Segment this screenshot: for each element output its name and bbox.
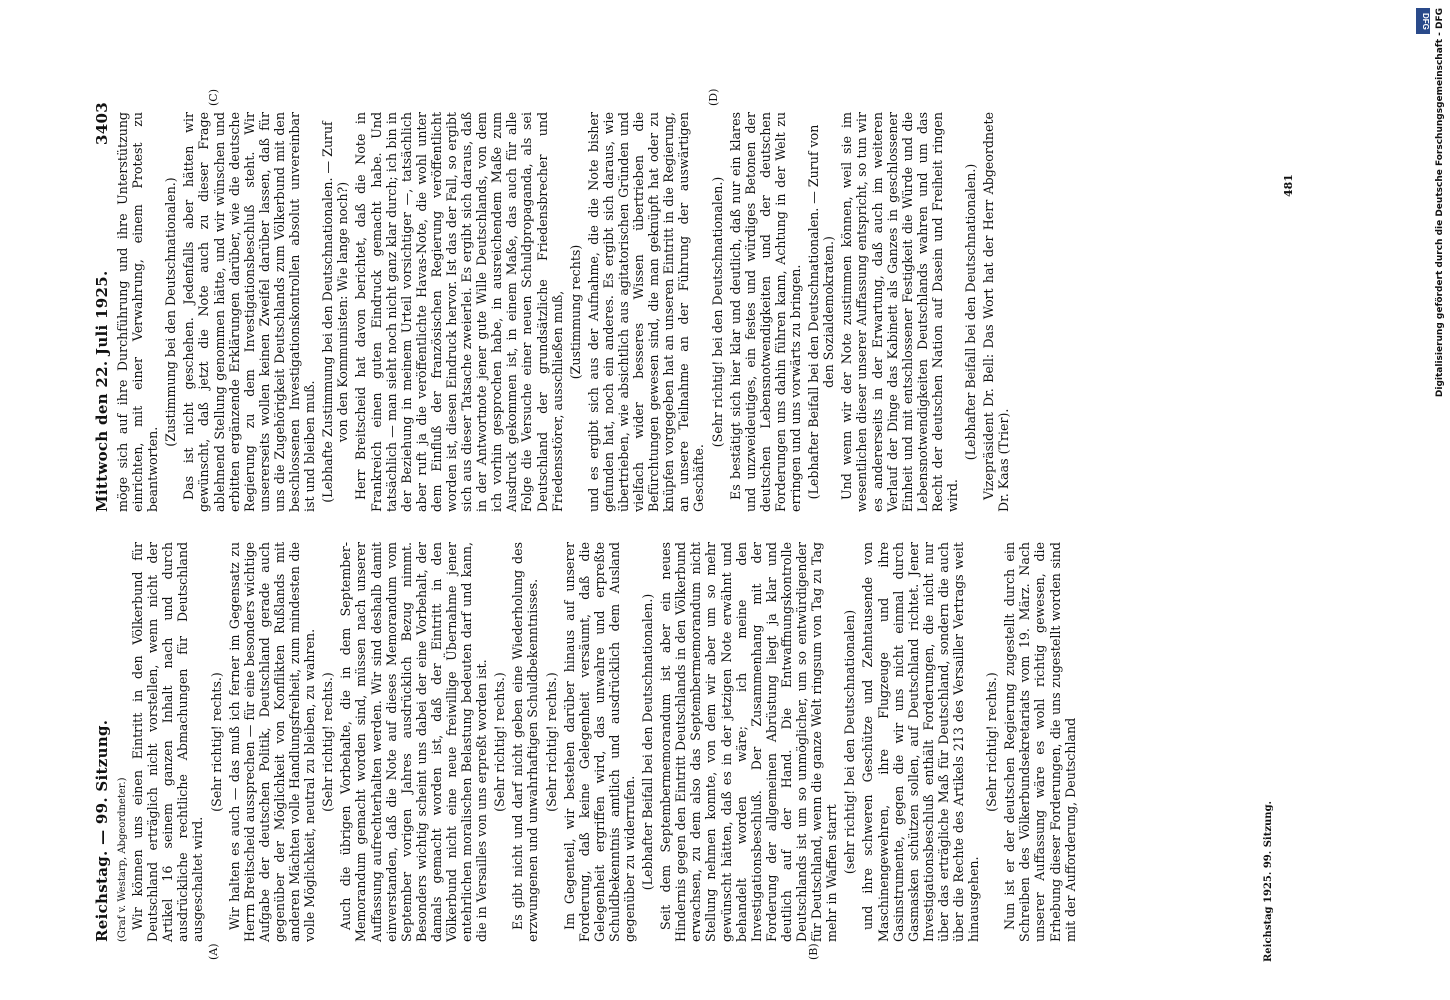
paragraph: Im Gegenteil, wir bestehen darüber hinaus auf unserer Forderung, daß keine Gelegenheit versäumt, daß die Gelegenheit ergriffen wird, das unwahre und erpreßte Schuldbekenntnis amtlich und ausdrücklich dem Ausland gegenüber zu widerrufen. (561, 542, 637, 942)
remark: (Lebhafter Beifall bei den Deutschnationalen. — Zuruf von den Sozialdemokraten.) (806, 124, 837, 500)
paragraph: Das ist nicht geschehen. Jedenfalls aber hätten wir gewünscht, daß jetzt die Note auch zu dieser Frage ablehnend Stellung genommen hätte, und wir wünschen und erbitten ergänzende Erklärungen darüber, wie die deutsche Regierung zu dem Investigationsbeschluß steht. Wir unsererseits wollen keinen Zweifel darüber lassen, daß für uns die Zugehörigkeit Deutschlands zum Völkerbund mit den beschlossenen Investigationskontrollen absolut unvereinbar ist und bleiben muß. (181, 112, 318, 512)
margin-marker-d: (D) (707, 88, 720, 106)
paragraph: Und wenn wir der Note zustimmen können, weil sie im wesentlichen dieser unserer Auffassung entspricht, so tun wir es andererseits in der Erwartung, daß auch im weiteren Verlauf der Dinge das Kabinett als Ganzes in geschlossener Einheit und mit entschlossener Festigkeit die Würde und die Lebensnotwendigkeiten Deutschlands wahren und um das Recht der deutschen Nation auf Dasein und Freiheit ringen wird. (839, 112, 960, 512)
remark: (sehr richtig! bei den Deutschnationalen) (842, 609, 858, 875)
page-number: 3403 (93, 102, 111, 145)
remark: (Lebhafte Zustimmung bei den Deutschnationalen. — Zuruf von den Kommunisten: Wie lange noch?) (320, 121, 351, 503)
paragraph: und es ergibt sich aus der Aufnahme, die die Note bisher gefunden hat, noch ein anderes. Es ergibt sich daraus, wie übertrieben, wie absichtlich aus agitatorischen Gründen und vielfach wider besseres Wissen übertrieben die Befürchtungen gewesen sind, die man geknüpft hat oder zu knüpfen vorgegeben hat an unseren Eintritt in die Regierung, an unsere Teilnahme an der Führung der auswärtigen Geschäfte. (585, 112, 707, 512)
paragraph: Herr Breitscheid hat davon berichtet, daß die Note in Frankreich einen guten Eindruck gemacht habe. Und tatsächlich — man sieht noch nicht ganz klar durch; ich bin in der Beziehung in meinem Urteil vorsichtiger —, tatsächlich aber ruft ja die veröffentlichte Havas-Note, die wohl unter dem Einfluß der französischen Regierung veröffentlicht worden ist, diesen Eindruck hervor. Ist das der Fall, so ergibt sich aus dieser Tatsache zweierlei. Es ergibt sich daraus, daß in der Antwortnote jener gute Wille Deutschlands, von dem ich vorhin gesprochen habe, in ausreichendem Maße zum Ausdruck gekommen ist, in einem Maße, das auch für alle Folge die Versuche einer neuen Schuldpropaganda, als sei Deutschland der grundsätzliche Friedensbrecher und Friedensstörer, ausschließen muß, (353, 112, 565, 512)
margin-marker-a: (A) (207, 943, 220, 960)
paragraph: Wir können uns einen Eintritt in den Völkerbund für Deutschland erträglich nicht vorstellen, wenn nicht der Artikel 16 seinem ganzen Inhalt nach und durch ausdrückliche rechtliche Abmachungen für Deutschland ausgeschaltet wird. (130, 542, 206, 942)
text-column-right (115, 112, 1011, 512)
header-left: Reichstag. — 99. Sitzung. (93, 719, 111, 942)
remark: (Sehr richtig! rechts.) (320, 672, 336, 812)
remark: (Sehr richtig! rechts.) (492, 672, 508, 812)
dfg-notice-strip (1410, 8, 1445, 992)
paragraph: Es gibt nicht und darf nicht geben eine Wiederholung des erzwungenen und unwahrhaftigen Schuldbekenntnisses. (510, 542, 541, 942)
remark: (Sehr richtig! bei den Deutschnationalen.) (709, 176, 725, 448)
remark: (Lebhafter Beifall bei den Deutschnationalen.) (963, 163, 979, 461)
remark: (Zustimmung bei den Deutschnationalen.) (163, 177, 179, 447)
remark: (Zustimmung rechts) (567, 244, 583, 380)
speaker-attribution: (Graf v. Westarp, Abgeordneter.) (117, 777, 128, 942)
paragraph: Wir halten es auch — das muß ich ferner im Gegensatz zu Herrn Breitscheid aussprechen — für eine besonders wichtige Aufgabe der deutschen Politik, Deutschland gerade auch gegenüber der Möglichkeit von Konflikten Rußlands mit anderen Mächten volle Handlungsfreiheit, zum mindesten die volle Möglichkeit, neutral zu bleiben, zu wahren. (226, 542, 318, 942)
header-date: Mittwoch den 22. Juli 1925. (93, 270, 111, 512)
page-footer: Reichstag 1925. 99. Sitzung. (1263, 800, 1274, 962)
remark: (Lebhafter Beifall bei den Deutschnationalen.) (640, 593, 656, 891)
remark: (Sehr richtig! rechts.) (208, 672, 224, 812)
paragraph: möge sich auf ihre Durchführung und ihre Unterstützung einrichten, mit einer Verwahrung, einem Protest zu beantworten. (115, 112, 161, 512)
paragraph: Nun ist er der deutschen Regierung zugestellt durch ein Schreiben des Völkerbundsekretariats vom 19. März. Nach unserer Auffassung wäre es wohl richtig gewesen, die Erhebung dieser Forderungen, die uns zugestellt worden sind mit der Aufforderung, Deutschland (1002, 542, 1078, 942)
text-column-left (115, 542, 1078, 942)
margin-marker-b: (B) (807, 943, 820, 960)
paragraph-speaker: Vizepräsident Dr. Bell: Das Wort hat der Herr Abgeordnete Dr. Kaas (Trier). (981, 112, 1012, 512)
paragraph: Seit dem Septembermemorandum ist aber ein neues Hindernis gegen den Eintritt Deutschlands in den Völkerbund erwachsen, zu dem also das Septembermemorandum nicht Stellung nehmen konnte, von dem wir aber um so mehr gewünscht hätten, daß es in der jetzigen Note erwähnt und behandelt worden wäre; ich meine den Investigationsbeschluß. Der Zusammenhang mit der Forderung der allgemeinen Abrüstung liegt ja klar und deutlich auf der Hand. Die Entwaffnungskontrolle Deutschlands ist um so unmöglicher, um so entwürdigender für Deutschland, wenn die ganze Welt ringsum von Tag zu Tag mehr in Waffen starrt (658, 542, 840, 942)
remark: (Sehr richtig! rechts.) (984, 672, 1000, 812)
paragraph: Auch die übrigen Vorbehalte, die in dem September-Memorandum gemacht worden sind, müssen nach unserer Auffassung aufrechterhalten werden. Wir sind deshalb damit einverstanden, daß die Note auf dieses Memorandum vom September vorigen Jahres ausdrücklich Bezug nimmt. Besonders wichtig scheint uns dabei der eine Vorbehalt, der damals gemacht worden ist, daß der Eintritt in den Völkerbund nicht eine neue freiwillige Übernahme jener entehrlichen moralischen Belastung bedeuten darf und kann, die in Versailles von uns erpreßt worden ist. (338, 542, 490, 942)
rotated-newspaper-page (87, 88, 1337, 962)
page-header (87, 102, 117, 962)
paragraph: Es bestätigt sich hier klar und deutlich, daß nur ein klares und unzweideutiges, ein festes und würdiges Betonen der deutschen Lebensnotwendigkeiten und der deutschen Forderungen uns dahin führen kann, Achtung in der Welt zu erringen und uns vorwärts zu bringen. (727, 112, 804, 512)
dfg-notice: Digitalisierung gefördert durch die Deutsche Forschungsgemeinschaft - DFG (1435, 8, 1445, 398)
remark: (Sehr richtig! rechts.) (543, 672, 559, 812)
dfg-logo: DFG (1416, 8, 1430, 34)
margin-marker-c: (C) (207, 89, 220, 106)
sheet-number: 481 (1282, 174, 1295, 197)
paragraph: und ihre schweren Geschütze und Zehntausende von Maschinengewehren, ihre Flugzeuge und ihre Gasinstrumente, gegen die wir uns nicht einmal durch Gasmasken schützen sollen, auf Deutschland richtet. Jener Investigationsbeschluß enthält Forderungen, die nicht nur über das erträgliche Maß für Deutschland, sondern die auch über die Rechte des Artikels 213 des Versailler Vertrags weit hinausgehen. (860, 542, 982, 942)
